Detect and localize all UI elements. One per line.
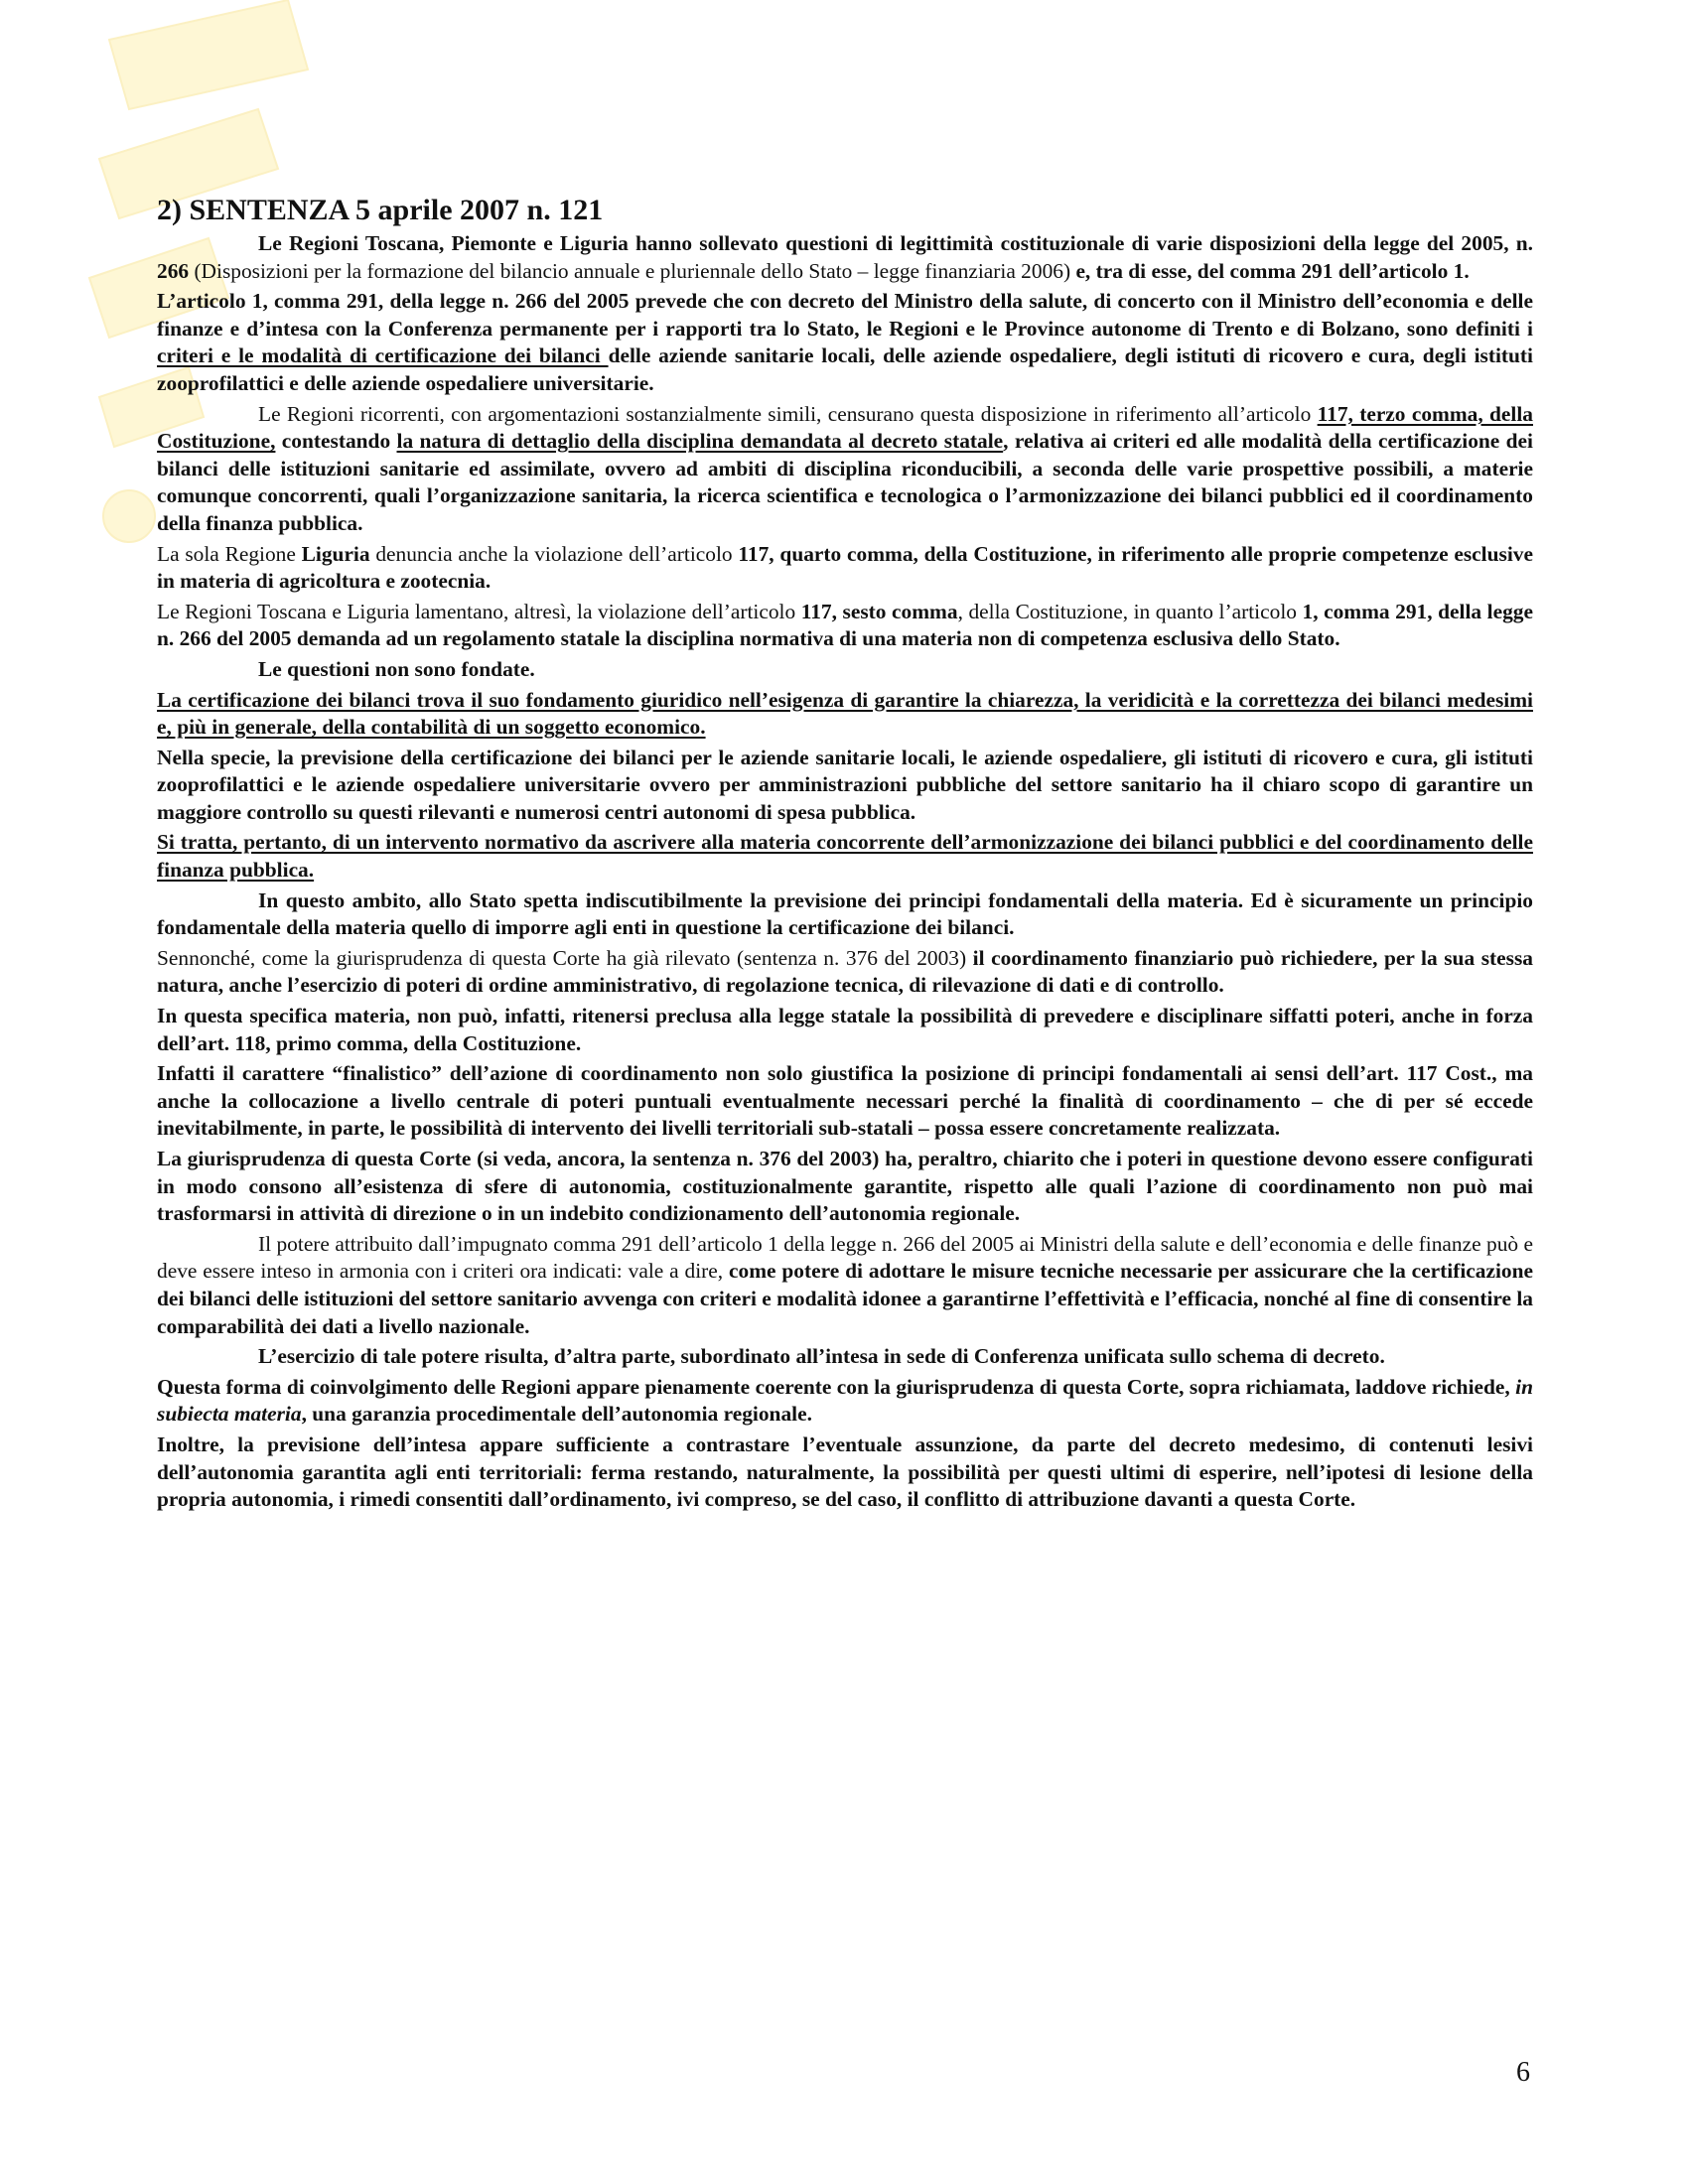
text-run: Inoltre, la previsione dell’intesa appare sufficiente a contrastare l’eventuale assunzione, da parte del decreto medesimo, di contenuti lesivi dell’autonomia garantita agli enti territoriali: ferma restando, naturalmente, la possibilità per questi ultimi di esperire, nell’ipotesi di lesione della propria autonomia, i rimedi consentiti dall’ordinamento, ivi compreso, se del caso, il conflitto di attribuzione davanti a questa Corte.: [157, 1432, 1533, 1512]
text-run: Sennonché, come la giurisprudenza di questa Corte ha già rilevato (sentenza n. 376 del 2003): [157, 945, 973, 970]
text-run: L’articolo 1, comma 291, della legge n. 266 del 2005 prevede che con decreto del Ministro della salute, di concerto con il Ministro dell’economia e delle finanze e d’intesa con la Conferenza permanente per i rapporti tra lo Stato, le Regioni e le Province autonome di Trento e di Bolzano, sono definiti i: [157, 289, 1533, 341]
text-run: La giurisprudenza di questa Corte (si veda, ancora, la sentenza n. 376 del 2003) ha, peraltro, chiarito che i poteri in questione devono essere configurati in modo consono all’esistenza di sfere di autonomia, costituzionalmente garantite, rispetto alle quali l’azione di coordinamento non può mai trasformarsi in attività di direzione o in un indebito condizionamento dell’autonomia regionale.: [157, 1147, 1533, 1226]
paragraph: [157, 945, 1533, 1000]
paragraph: [157, 1146, 1533, 1228]
document-page: [157, 195, 1533, 1514]
paragraph: [157, 1432, 1533, 1514]
text-run: , una garanzia procedimentale dell’autonomia regionale.: [301, 1402, 812, 1427]
paragraph: [157, 1374, 1533, 1429]
text-run: , relativa ai criteri ed alle modalità della certificazione dei bilanci delle istituzioni sanitarie ed assimilate, ovvero ad ambiti di disciplina riconducibili, a seconda delle varie prospettive possibili, a materie comunque concorrenti, quali l’organizzazione sanitaria, la ricerca scientifica e tecnologica o l’armonizzazione dei bilanci pubblici ed il coordinamento della finanza pubblica.: [157, 429, 1533, 535]
paragraph: [157, 401, 1533, 538]
paragraph: [157, 1343, 1533, 1371]
text-run: In questa specifica materia, non può, infatti, ritenersi preclusa alla legge statale la possibilità di prevedere e disciplinare siffatti poteri, anche in forza dell’art. 118, primo comma, della Costituzione.: [157, 1004, 1533, 1055]
text-run: In questo ambito, allo Stato spetta indiscutibilmente la previsione dei principi fondamentali della materia. Ed è sicuramente un principio fondamentale della materia quello di imporre agli enti in questione la certificazione dei bilanci.: [157, 887, 1533, 940]
text-run: il coordinamento finanziario può richiedere, per la sua stessa natura, anche l’esercizio di poteri di ordine amministrativo, di regolazione tecnica, di rilevazione di dati e di controllo.: [157, 945, 1533, 998]
text-run: Questa forma di coinvolgimento delle Regioni appare pienamente coerente con la giurisprudenza di questa Corte, sopra richiamata, laddove richiede,: [157, 1374, 1516, 1399]
text-run: Nella specie, la previsione della certificazione dei bilanci per le aziende sanitarie locali, le aziende ospedaliere, gli istituti di ricovero e cura, gli istituti zooprofilattici e le aziende ospedaliere universitarie ovvero per amministrazioni pubbliche del settore sanitario ha il chiaro scopo di garantire un maggiore controllo su questi rilevanti e numerosi centri autonomi di spesa pubblica.: [157, 745, 1533, 824]
paragraph: [157, 1060, 1533, 1143]
paragraph: [157, 599, 1533, 653]
text-run: La sola Regione: [157, 541, 302, 566]
text-run: criteri e le modalità di certificazione dei bilanci: [157, 343, 609, 368]
text-run: Le Regioni Toscana e Liguria lamentano, altresì, la violazione dell’articolo: [157, 599, 801, 623]
text-run: (Disposizioni per la formazione del bilancio annuale e pluriennale dello Stato – legge finanziaria 2006): [194, 258, 1076, 283]
document-body: [157, 230, 1533, 1514]
paragraph: [157, 745, 1533, 827]
paragraph: [157, 1003, 1533, 1057]
text-run: Si tratta, pertanto, di un intervento normativo da ascrivere alla materia concorrente dell’armonizzazione dei bilanci pubblici e del coordinamento delle finanza pubblica.: [157, 830, 1533, 883]
paragraph: [157, 829, 1533, 884]
page-number: 6: [1516, 2057, 1530, 2088]
text-run: 117, terzo comma, della Costituzione,: [157, 401, 1533, 454]
text-run: come potere di adottare le misure tecniche necessarie per assicurare che la certificazione dei bilanci delle istituzioni del settore sanitario avvenga con criteri e modalità idonee a garantirne l’effettività e l’efficacia, nonché al fine di consentire la comparabilità dei dati a livello nazionale.: [157, 1259, 1533, 1338]
text-run: , della Costituzione, in quanto l’articolo: [957, 599, 1303, 623]
text-run: Il potere attribuito dall’impugnato comma 291 dell’articolo 1 della legge n. 266 del 2005 ai Ministri della salute e dell’economia e delle finanze può e deve essere inteso in armonia con i criteri ora indicati: vale a dire,: [157, 1231, 1533, 1284]
paragraph: [157, 687, 1533, 742]
section-heading: 2) SENTENZA 5 aprile 2007 n. 121: [157, 194, 604, 226]
text-run: 117, quarto comma, della Costituzione, in riferimento alle proprie competenze esclusive in materia di agricoltura e zootecnia.: [157, 541, 1533, 594]
text-run: 1, comma 291, della legge n. 266 del 2005 demanda ad un regolamento statale la disciplina normativa di una materia non di competenza esclusiva dello Stato.: [157, 599, 1533, 651]
text-run: delle aziende sanitarie locali, delle aziende ospedaliere, degli istituti di ricovero e cura, degli istituti zooprofilattici e delle aziende ospedaliere universitarie.: [157, 343, 1533, 395]
text-run: L’esercizio di tale potere risulta, d’altra parte, subordinato all’intesa in sede di Conferenza unificata sullo schema di decreto.: [258, 1344, 1385, 1369]
paragraph: [157, 288, 1533, 397]
text-run: Le Regioni Toscana, Piemonte e Liguria hanno sollevato questioni di legittimità costituzionale di varie disposizioni della legge del 2005, n. 266: [157, 231, 1533, 283]
text-run: in subiecta materia: [157, 1374, 1533, 1427]
text-run: e, tra di esse, del comma 291 dell’articolo 1.: [1075, 258, 1470, 283]
text-run: la natura di dettaglio della disciplina demandata al decreto statale: [396, 429, 1004, 454]
paragraph: [157, 887, 1533, 942]
paragraph: [157, 1231, 1533, 1340]
paragraph: [157, 541, 1533, 596]
text-run: Infatti il carattere “finalistico” dell’azione di coordinamento non solo giustifica la posizione di principi fondamentali ai sensi dell’art. 117 Cost., ma anche la collocazione a livello centrale di poteri puntuali eventualmente necessari perché la finalità di coordinamento – che di per sé eccede inevitabilmente, in parte, le possibilità di intervento dei livelli territoriali sub-statali – possa essere concretamente realizzata.: [157, 1061, 1533, 1141]
text-run: Le questioni non sono fondate.: [258, 656, 535, 681]
text-run: La certificazione dei bilanci trova il suo fondamento giuridico nell’esigenza di garantire la chiarezza, la veridicità e la correttezza dei bilanci medesimi e, più in generale, della contabilità di un soggetto economico.: [157, 687, 1533, 740]
text-run: 117, sesto comma: [800, 599, 958, 623]
text-run: contestando: [275, 429, 397, 454]
text-run: denuncia anche la violazione dell’articolo: [369, 541, 739, 566]
paragraph: [157, 656, 1533, 684]
paragraph: [157, 230, 1533, 285]
text-run: Liguria: [301, 541, 370, 566]
text-run: Le Regioni ricorrenti, con argomentazioni sostanzialmente simili, censurano questa disposizione in riferimento all’articolo: [258, 401, 1318, 426]
